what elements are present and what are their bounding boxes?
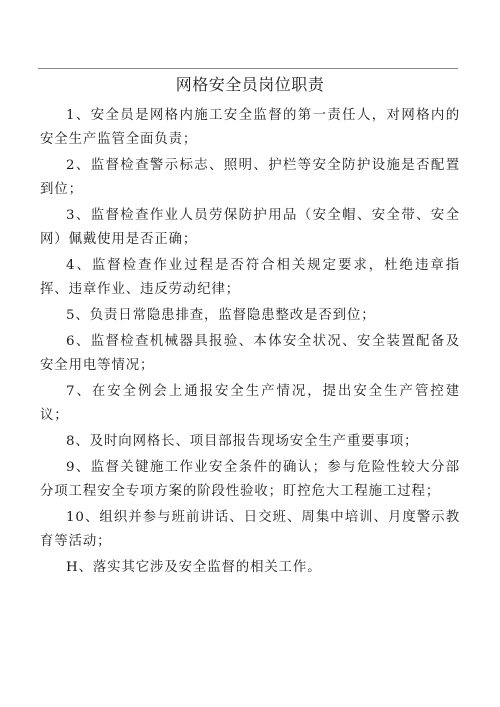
document-title: 网格安全员岗位职责: [175, 75, 325, 94]
duty-item-2: 2、监督检查警示标志、照明、护栏等安全防护设施是否配置到位；: [40, 158, 460, 197]
duty-item-6: 6、监督检查机械器具报验、本体安全状况、安全装置配备及安全用电等情况；: [40, 334, 460, 373]
duty-item-11: H、落实其它涉及安全监督的相关工作。: [66, 560, 322, 575]
duty-item-1: 1、安全员是网格内施工安全监督的第一责任人，对网格内的安全生产监管全面负责；: [40, 108, 460, 147]
duty-item-10: 10、组织并参与班前讲话、日交班、周集中培训、月度警示教育等活动；: [40, 510, 460, 549]
document-body: [40, 104, 460, 580]
duty-item-7: 7、在安全例会上通报安全生产情况，提出安全生产管控建议；: [40, 384, 460, 423]
duty-item-3: 3、监督检查作业人员劳保防护用品（安全帽、安全带、安全网）佩戴使用是否正确；: [40, 208, 460, 247]
duty-item-9: 9、监督关键施工作业安全条件的确认；参与危险性较大分部分项工程安全专项方案的阶段性验收；盯控危大工程施工过程；: [40, 460, 460, 499]
duty-item-5: 5、负责日常隐患排查，监督隐患整改是否到位；: [66, 308, 376, 323]
duty-item-8: 8、及时向网格长、项目部报告现场安全生产重要事项；: [66, 434, 419, 449]
duty-item-4: 4、监督检查作业过程是否符合相关规定要求，杜绝违章指挥、违章作业、违反劳动纪律；: [40, 258, 460, 297]
header-rule: [38, 68, 458, 69]
